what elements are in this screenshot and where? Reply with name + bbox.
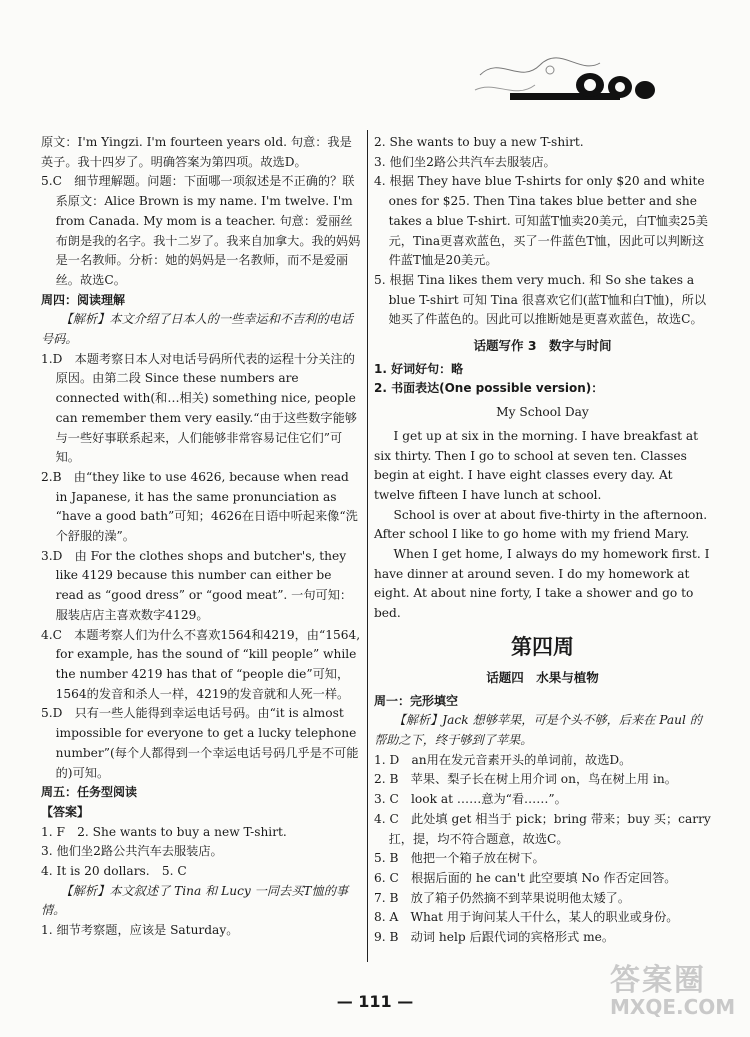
text-line: 周一：完形填空: [374, 693, 459, 708]
text-line: 5. 根据 Tina likes them very much. 和 So she takes a blue T-shirt 可知 Tina 很喜欢它们(蓝T恤和白T恤)，所以她买了件蓝色的。因此可以推断她是更喜欢蓝色，故选C。: [374, 272, 707, 327]
watermark-url: MXQE.COM: [610, 995, 736, 1019]
text-line: 3.D 由 For the clothes shops and butcher's, they like 4129 because this number can either be read as “good dress” or “good meat”. 一句可知：服装店店主喜欢数字4129。: [41, 548, 353, 622]
text-line: 【解析】本文叙述了 Tina 和 Lucy 一同去买T恤的事情。: [41, 883, 349, 918]
column-divider: [367, 130, 368, 962]
right-column: [374, 133, 711, 948]
text-line: 话题写作 3 数字与时间: [473, 338, 612, 354]
text-line: 3. 他们坐2路公共汽车去服装店。: [374, 154, 556, 169]
text-line: 话题四 水果与植物: [486, 669, 599, 685]
text-line: 2. She wants to buy a new T-shirt.: [374, 135, 584, 149]
text-line: 5.D 只有一些人能得到幸运电话号码。由“it is almost impossible for everyone to get a lucky telephone number”(每个人都得到一个幸运电话号码几乎是不可能的)可知。: [41, 706, 359, 780]
text-line: 6. C 根据后面的 he can't 此空要填 No 作否定回答。: [374, 870, 677, 885]
text-line: 1. 细节考察题，应该是 Saturday。: [41, 923, 239, 938]
text-line: 周四：阅读理解: [41, 292, 126, 307]
text-line: 周五：任务型阅读: [41, 785, 138, 800]
text-line: 8. A What 用于询问某人干什么，某人的职业或身份。: [374, 910, 679, 925]
text-line: 2. B 苹果、梨子长在树上用介词 on，鸟在树上用 in。: [374, 772, 677, 787]
text-line: When I get home, I always do my homework first. I have dinner at around seven. I do my homework at eight. At about nine forty, I take a shower and go to bed.: [374, 547, 710, 621]
text-line: 3. C look at ……意为“看……”。: [374, 792, 567, 807]
text-line: 7. B 放了箱子仍然摘不到苹果说明他太矮了。: [374, 890, 631, 905]
text-line: I get up at six in the morning. I have breakfast at six thirty. Then I go to school at seven ten. Classes begin at eight. I have eight classes every day. At twelve fifteen I have lunch at school.: [374, 428, 699, 502]
text-line: School is over at about five-thirty in the afternoon. After school I like to go home with my friend Mary.: [374, 507, 708, 542]
text-line: 5. B 他把一个箱子放在树下。: [374, 851, 545, 866]
watermark: [610, 955, 745, 1030]
text-line: 4. 根据 They have blue T-shirts for only $20 and white ones for $25. Then Tina takes blue better and she takes a blue T-shirt. 可知蓝T恤卖20美元，白T恤卖25美元，Tina更喜欢蓝色，买了一件蓝色T恤，因此可以判断这件蓝T恤是20美元。: [374, 174, 708, 268]
text-line: 3. 他们坐2路公共汽车去服装店。: [41, 844, 223, 859]
text-line: 1.D 本题考察日本人对电话号码所代表的运程十分关注的原因。由第二段 Since these numbers are connected with(和…相关) something nice, people can remember them very easily.“由于这些数字能够与一些好事联系起来，人们能够非常容易记住它们”可知。: [41, 351, 357, 465]
page-number: — 111 —: [336, 992, 414, 1011]
text-line: 2. 书面表达(One possible version)：: [374, 381, 604, 396]
text-line: 1. 好词好句：略: [374, 361, 464, 376]
text-line: 1. D an用在发元音素开头的单词前，故选D。: [374, 752, 632, 767]
watermark-logo: 答案圈: [610, 963, 706, 998]
text-line: 5.C 细节理解题。问题：下面哪一项叙述是不正确的？联系原文：Alice Brown is my name. I'm twelve. I'm from Canada. My mom is a teacher. 句意：爱丽丝布朗是我的名字。我十二岁了。我来自加拿大。我的妈妈是一名教师。分析：她的妈妈是一名教师，而不是爱丽丝。故选C。: [41, 174, 361, 287]
text-line: 4.C 本题考察人们为什么不喜欢1564和4219，由“1564, for example, has the sound of “kill people” while the number 4219 has that of “people die”可知，1564的发音和杀人一样，4219的发音就和人死一样。: [41, 627, 361, 701]
text-line: 【解析】Jack 想够苹果，可是个头不够，后来在 Paul 的帮助之下，终于够到了苹果。: [374, 713, 702, 747]
text-line: 9. B 动词 help 后跟代词的宾格形式 me。: [374, 930, 615, 945]
text-line: 第四周: [511, 634, 574, 659]
text-line: 4. C 此处填 get 相当于 pick；bring 带来；buy 买；carry 扛，提，均不符合题意，故选C。: [374, 811, 711, 846]
text-line: 【解析】本文介绍了日本人的一些幸运和不吉利的电话号码。: [41, 312, 354, 347]
text-line: 4. It is 20 dollars. 5. C: [41, 864, 187, 879]
text-line: 原文：I'm Yingzi. I'm fourteen years old. 句意：我是英子。我十四岁了。明确答案为第四项。故选D。: [41, 135, 352, 169]
text-line: My School Day: [496, 405, 589, 420]
text-line: 【答案】: [41, 804, 90, 819]
text-line: 2.B 由“they like to use 4626, because when read in Japanese, it has the same pronunciation as “have a good bath”可知；4626在日语中听起来像“洗个舒服的澡”。: [41, 469, 358, 544]
left-column: [41, 133, 362, 941]
text-line: 1. F 2. She wants to buy a new T-shirt.: [41, 824, 287, 839]
header-decoration: [470, 55, 670, 115]
